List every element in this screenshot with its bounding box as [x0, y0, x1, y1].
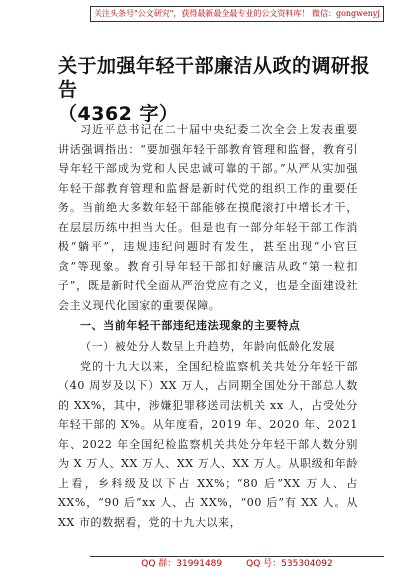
body-paragraph: 党的十九大以来，全国纪检监察机关共处分年轻干部（40 周岁及以下）XX 万人，占同期全国处分干部总人数的 XX%，其中，涉嫌犯罪移送司法机关 xx 人，占受处分年轻干部的 X%。从年度看，2019 年、2020 年、2021 年、2022 年全国纪检监察机关共处分年轻干部人数分别为 X 万人、XX 万人、XX 万人、XX 万人。从职级和年龄上看，乡科级及以下占 XX%；“80 后”XX 万人、占 XX%，“90 后”xx 人、占 XX%，“00 后”有 XX 人。从 XX 市的数据看，党的十九大以来，	[58, 359, 358, 529]
section-heading: 一、当前年轻干部违纪违法现象的主要特点	[80, 319, 301, 332]
footer-contact	[90, 556, 384, 571]
qq-number: QQ 号：535304092	[246, 559, 333, 569]
title-line-2: （4362 字）	[58, 103, 179, 125]
title-line-1: 关于加强年轻干部廉洁从政的调研报告	[58, 55, 371, 101]
top-banner: 关注头条号"公文研究"，获得最新最全最专业的公文资料库！ 微信：gongwenyj	[90, 6, 384, 22]
subsection-heading: （一）被处分人数呈上升趋势，年龄向低龄化发展	[80, 340, 336, 353]
qq-group: QQ 群：31991489	[141, 559, 223, 569]
document-body	[58, 120, 358, 532]
intro-paragraph: 习近平总书记在二十届中央纪委二次全会上发表重要讲话强调指出：“要加强年轻干部教育管理和监督，教育引导年轻干部成为党和人民忠诚可靠的干部。”从严从实加强年轻干部教育管理和监督是新时代党的组织工作的重要任务。当前绝大多数年轻干部能够在摸爬滚打中增长才干，在层层历练中担当大任。但是也有一部分年轻干部工作消极“躺平”，违规违纪问题时有发生，甚至出现“小官巨贪”等现象。教育引导年轻干部扣好廉洁从政“第一粒扣子”，既是新时代全面从严治党应有之义，也是全面建设社会主义现代化国家的重要保障。	[58, 123, 358, 312]
document-title	[58, 54, 378, 126]
